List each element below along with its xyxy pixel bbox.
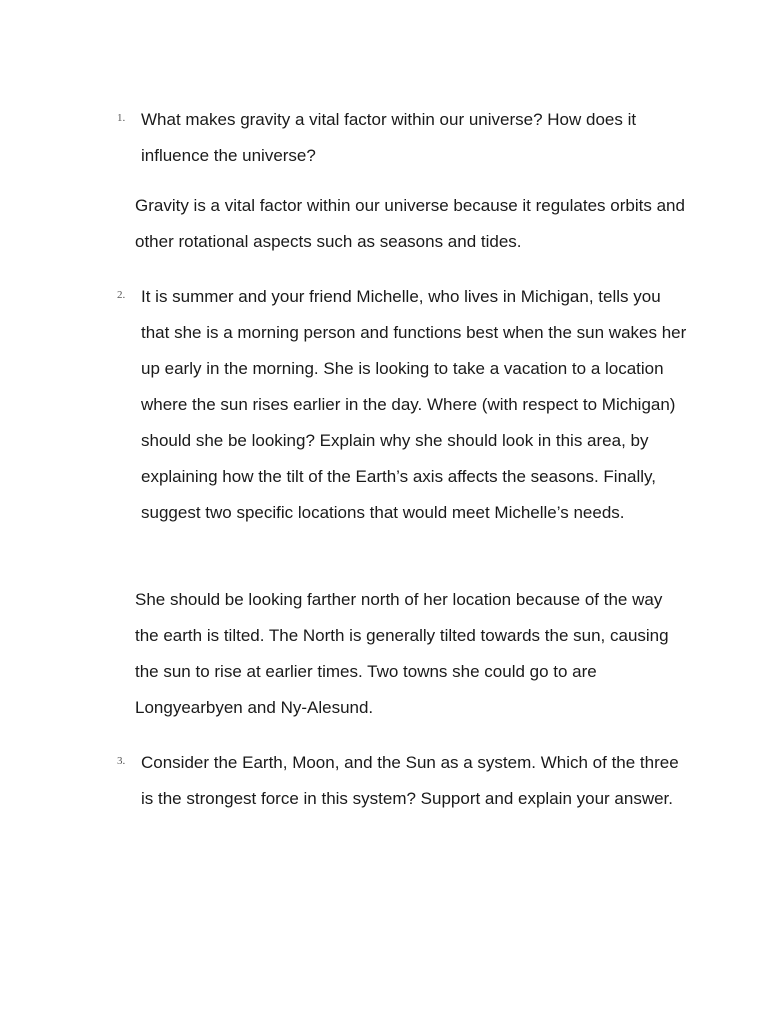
question-number: 3. xyxy=(117,755,126,767)
answer-2: She should be looking farther north of her location because of the way the earth is tilted. The North is generally tilted towards the sun, causing the sun to rise at earlier times. Two towns she could go to are Longyearbyen and Ny-Alesund. xyxy=(135,590,669,717)
question-text: What makes gravity a vital factor within our universe? How does it influence the universe? xyxy=(141,110,637,165)
question-number: 2. xyxy=(117,289,126,301)
question-text: It is summer and your friend Michelle, who lives in Michigan, tells you that she is a morning person and functions best when the sun wakes her up early in the morning. She is looking to take a vacation to a location where the sun rises earlier in the day. Where (with respect to Michigan) should she be looking? Explain why she should look in this area, by explaining how the tilt of the Earth’s axis affects the seasons. Finally, suggest two specific locations that would meet Michelle’s needs. xyxy=(141,287,687,522)
question-number: 1. xyxy=(117,112,126,124)
question-text: Consider the Earth, Moon, and the Sun as a system. Which of the three is the strongest force in this system? Support and explain your answer. xyxy=(141,753,679,808)
answer-1: Gravity is a vital factor within our universe because it regulates orbits and other rotational aspects such as seasons and tides. xyxy=(135,196,685,251)
